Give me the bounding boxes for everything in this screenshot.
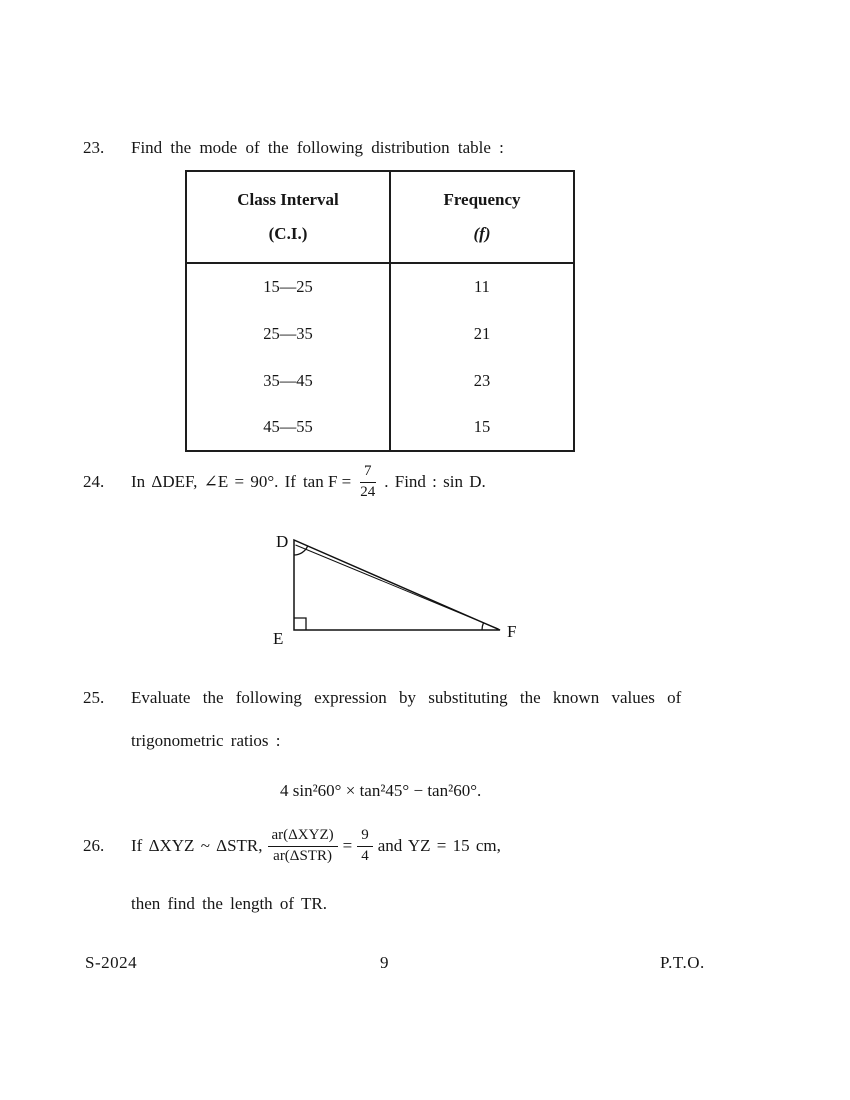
fraction-area-ratio	[268, 827, 338, 865]
question-26	[83, 823, 501, 869]
header-class-interval-sub: (C.I.)	[268, 224, 308, 243]
question-26-line2: then find the length of TR.	[131, 894, 327, 913]
cell-frequency: 11	[390, 263, 574, 310]
question-25	[83, 688, 681, 751]
question-24	[83, 462, 486, 502]
table-header-row	[186, 171, 574, 263]
question-number: 26.	[83, 836, 105, 855]
fraction-nine-fourths	[357, 827, 373, 865]
distribution-table	[185, 170, 575, 452]
question-text-line1: Evaluate the following expression by substituting the known values of	[131, 688, 682, 707]
triangle-def-figure	[264, 528, 520, 653]
pto-label: P.T.O.	[660, 953, 705, 972]
cell-class-interval: 45—55	[263, 417, 313, 436]
table-row	[186, 310, 574, 357]
right-angle-mark	[294, 618, 306, 630]
table-row	[186, 404, 574, 451]
question-number: 24.	[83, 472, 105, 491]
header-frequency-title: Frequency	[443, 190, 521, 209]
equals-sign: =	[342, 836, 353, 855]
question-text: Find the mode of the following distribution table :	[131, 138, 504, 157]
header-class-interval	[186, 171, 390, 263]
vertex-label-d: D	[276, 532, 289, 551]
fraction-denominator: ar(ΔSTR)	[273, 847, 332, 864]
page-number: 9	[380, 953, 389, 972]
tan-expression: tan F =	[302, 472, 352, 491]
fraction-numerator: 9	[357, 827, 373, 846]
trig-expression: 4 sin²60° × tan²45° − tan²60°.	[280, 781, 482, 800]
question-text-line2: trigonometric ratios :	[131, 731, 281, 750]
angle-mark-f	[482, 623, 484, 630]
table-row	[186, 263, 574, 310]
cell-frequency: 15	[390, 404, 574, 451]
vertex-label-f: F	[507, 622, 517, 641]
question-number: 23.	[83, 138, 105, 157]
fraction-tan-f	[356, 463, 379, 501]
header-frequency-sub: (f)	[473, 224, 491, 243]
question-text-after: . Find : sin D.	[384, 472, 486, 491]
cell-frequency: 21	[390, 310, 574, 357]
cell-class-interval: 15—25	[263, 277, 313, 296]
paper-code: S-2024	[85, 953, 138, 972]
question-23	[83, 138, 504, 158]
question-text: If ΔXYZ ~ ΔSTR,	[131, 836, 263, 855]
question-number: 25.	[83, 688, 105, 707]
vertex-label-e: E	[273, 629, 284, 648]
triangle-def-svg	[264, 528, 520, 648]
hypotenuse-double-line	[296, 545, 499, 629]
cell-class-interval: 25—35	[263, 323, 313, 343]
header-class-interval-title: Class Interval	[237, 190, 339, 209]
fraction-denominator: 4	[361, 847, 369, 864]
fraction-denominator: 24	[360, 483, 376, 500]
question-text-after: and YZ = 15 cm,	[377, 836, 501, 855]
cell-frequency: 23	[390, 357, 574, 404]
cell-class-interval: 35—45	[263, 370, 313, 390]
fraction-numerator: ar(ΔXYZ)	[268, 827, 338, 846]
fraction-numerator: 7	[360, 463, 376, 482]
table-row	[186, 357, 574, 404]
header-frequency	[390, 171, 574, 263]
question-text: In ΔDEF, ∠E = 90°. If	[131, 472, 296, 491]
